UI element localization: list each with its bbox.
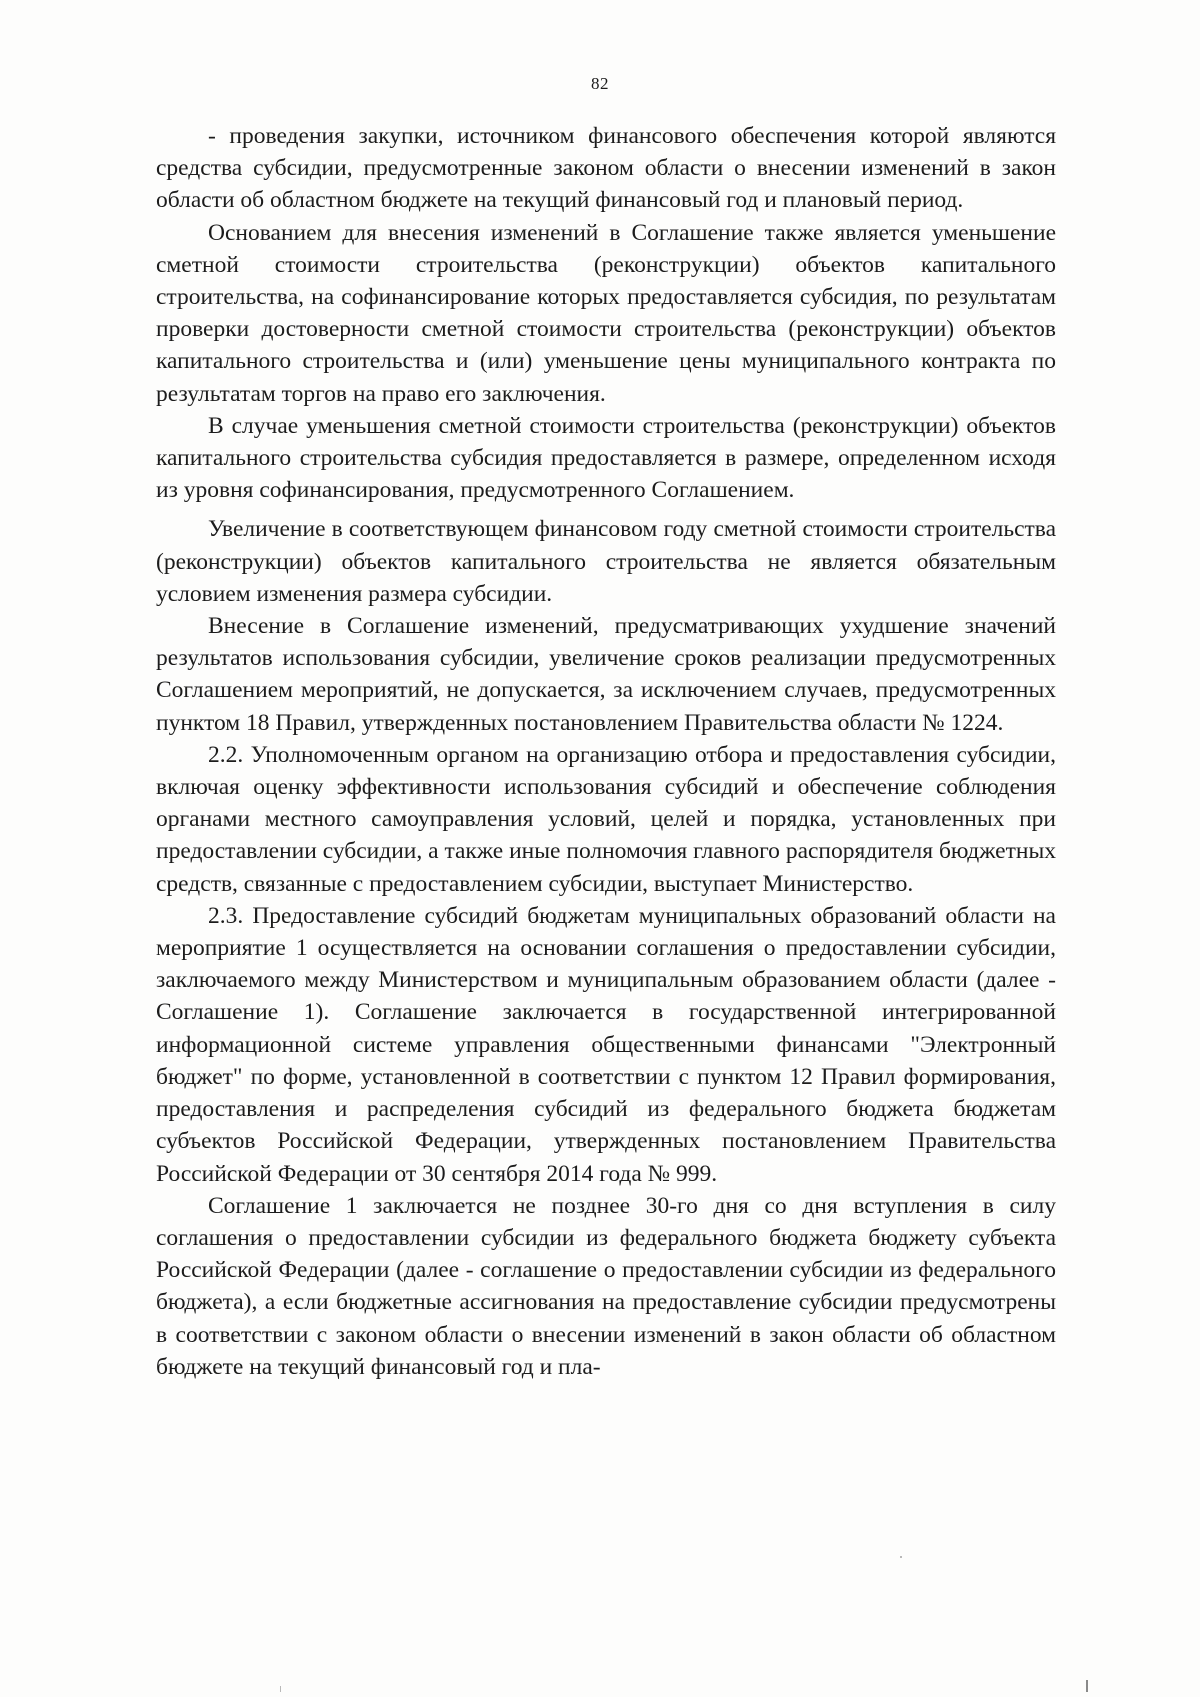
scan-speck	[900, 1556, 902, 1558]
paragraph-procurement-clause: - проведения закупки, источником финансового обеспечения которой являются средства субсидии, предусмотренные законом области о внесении изменений в закон области об областном бюджете на текущий финансовый год и плановый период.	[156, 123, 1056, 214]
document-body	[156, 120, 1056, 1383]
page-number: 82	[591, 74, 609, 93]
paragraph-agreement-deadline: Соглашение 1 заключается не позднее 30-го дня со дня вступления в силу соглашения о предоставлении субсидии из федерального бюджета бюджету субъекта Российской Федерации (далее - соглашение о предоставлении субсидии из федерального бюджета), а если бюджетные ассигнования на предоставление субсидии предусмотрены в соответствии с законом области о внесении изменений в закон области об областном бюджете на текущий финансовый год и пла-	[156, 1192, 1056, 1380]
paragraph-results-deterioration: Внесение в Соглашение изменений, предусматривающих ухудшение значений результатов использования субсидии, увеличение сроков реализации предусмотренных Соглашением мероприятий, не допускается, за исключением случаев, предусмотренных пунктом 18 Правил, утвержденных постановлением Правительства области № 1224.	[156, 613, 1056, 736]
scan-speck	[280, 1686, 281, 1692]
scan-speck	[1086, 1680, 1088, 1692]
paragraph-amendment-grounds: Основанием для внесения изменений в Соглашение также является уменьшение сметной стоимости строительства (реконструкции) объектов капитального строительства, на софинансирование которых предоставляется субсидия, по результатам проверки достоверности сметной стоимости строительства (реконструкции) объектов капитального строительства и (или) уменьшение цены муниципального контракта по результатам торгов на право его заключения.	[156, 219, 1056, 407]
paragraph-cost-reduction: В случае уменьшения сметной стоимости строительства (реконструкции) объектов капитального строительства субсидия предоставляется в размере, определенном исходя из уровня софинансирования, предусмотренного Соглашением.	[156, 412, 1056, 504]
paragraph-section-2-3: 2.3. Предоставление субсидий бюджетам муниципальных образований области на мероприятие 1 осуществляется на основании соглашения о предоставлении субсидии, заключаемого между Министерством и муниципальным образованием области (далее - Соглашение 1). Соглашение заключается в государственной интегрированной информационной системе управления общественными финансами "Электронный бюджет" по форме, установленной в соответствии с пунктом 12 Правил формирования, предоставления и распределения субсидий из федерального бюджета бюджетам субъектов Российской Федерации, утвержденных постановлением Правительства Российской Федерации от 30 сентября 2014 года № 999.	[156, 902, 1056, 1187]
paragraph-section-2-2: 2.2. Уполномоченным органом на организацию отбора и предоставления субсидии, включая оценку эффективности использования субсидий и обеспечение соблюдения органами местного самоуправления условий, целей и порядка, установленных при предоставлении субсидии, а также иные полномочия главного распорядителя бюджетных средств, связанные с предоставлением субсидии, выступает Министерство.	[156, 741, 1056, 897]
paragraph-cost-increase: Увеличение в соответствующем финансовом году сметной стоимости строительства (реконструкции) объектов капитального строительства не является обязательным условием изменения размера субсидии.	[156, 516, 1056, 607]
